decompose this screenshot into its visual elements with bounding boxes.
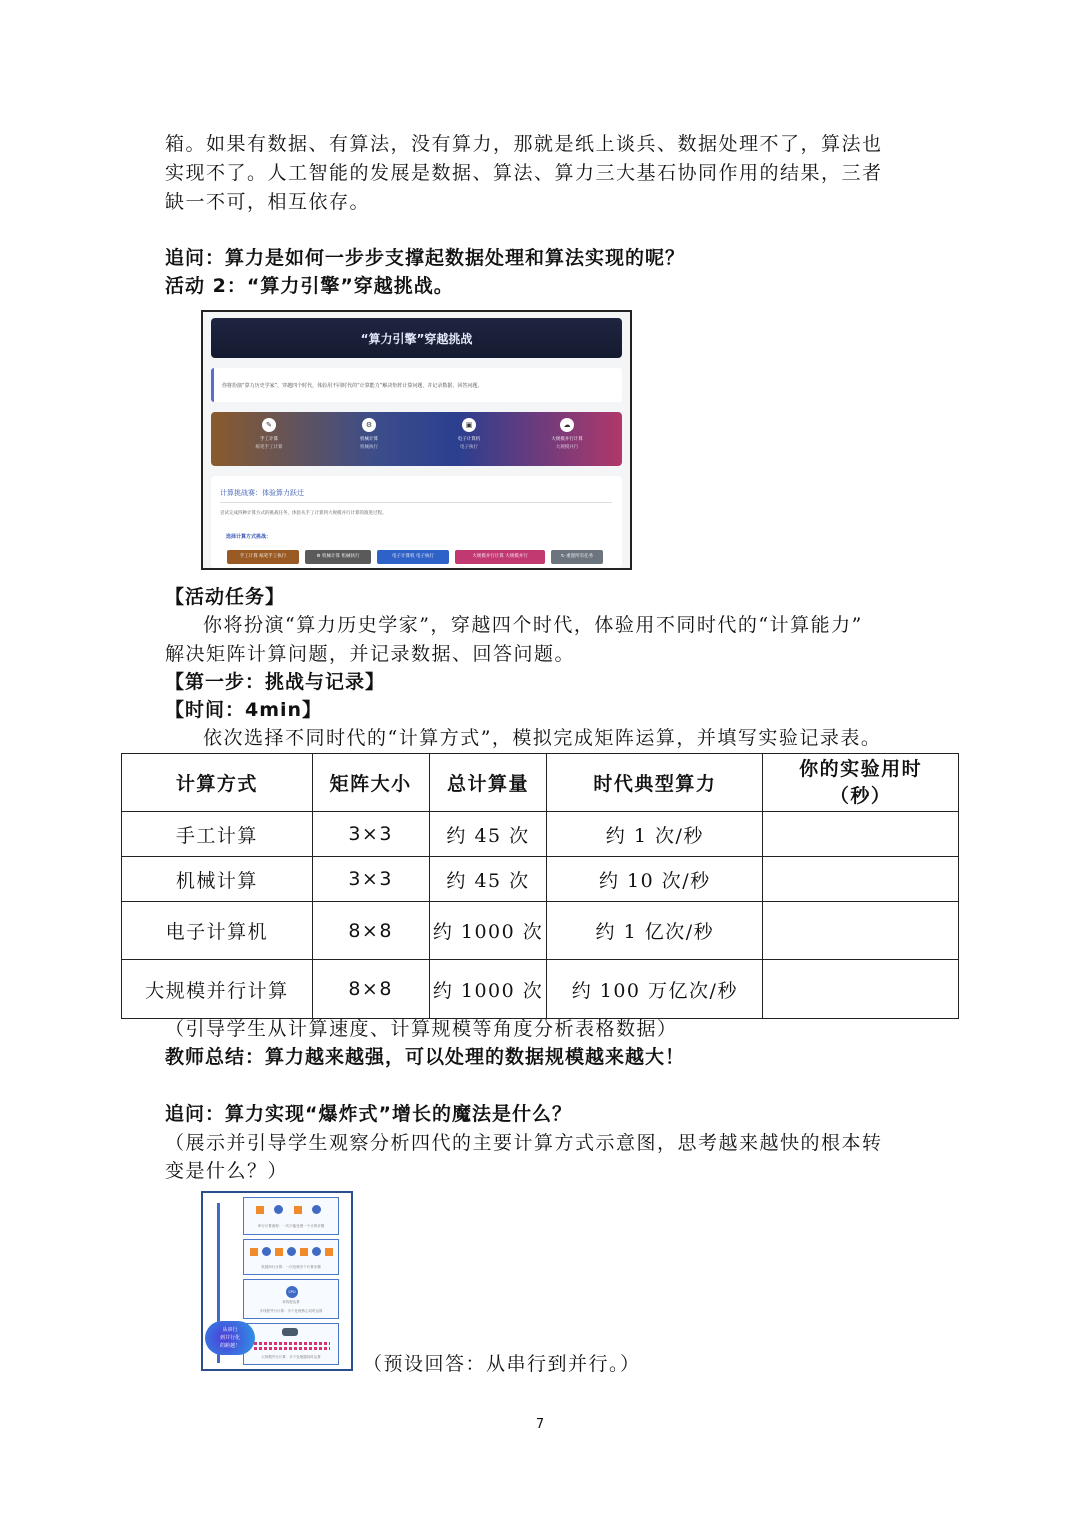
- cell: 约 45 次: [429, 857, 547, 902]
- era-name: 手工计算: [260, 437, 278, 442]
- hand-calc-button[interactable]: 手工计算 纸笔手工执行: [227, 550, 299, 564]
- cell: 约 10 次/秒: [547, 857, 763, 902]
- cell: 约 45 次: [429, 812, 547, 857]
- time-entry-cell[interactable]: [763, 960, 959, 1019]
- page-number: 7: [535, 1417, 545, 1432]
- challenge-header: “算力引擎”穿越挑战: [211, 318, 622, 358]
- era-parallel[interactable]: [537, 418, 597, 450]
- parallel-dots: [254, 1342, 330, 1345]
- intro-line-3: 缺一不可，相互依存。: [165, 191, 371, 213]
- panel-divider: [220, 502, 612, 503]
- serial-box: [243, 1197, 339, 1235]
- cpu-box: [243, 1279, 339, 1319]
- header-cell: [763, 754, 959, 812]
- table-row: [122, 812, 959, 857]
- task-line-2: 解决矩阵计算问题，并记录数据、回答问题。: [165, 643, 576, 665]
- intro-line-1: 箱。如果有数据、有算法，没有算力，那就是纸上谈兵、数据处理不了，算法也: [165, 133, 883, 155]
- table-row: [122, 960, 959, 1019]
- computing-modes-diagram: [201, 1191, 353, 1371]
- pencil-icon: ✎: [262, 418, 276, 432]
- era-mechanical[interactable]: [339, 418, 399, 450]
- cell: 大规模并行计算: [122, 960, 313, 1019]
- caption: 大规模并行计算：多个处理器同时运算: [261, 1355, 321, 1359]
- time-entry-cell[interactable]: [763, 902, 959, 960]
- era-sub: 电子执行: [460, 445, 478, 450]
- mechanical-box: [243, 1239, 339, 1275]
- header-text: 你的实验用时: [799, 757, 923, 780]
- header-text: （秒）: [829, 784, 892, 807]
- question-1: 追问：算力是如何一步步支撑起数据处理和算法实现的呢？: [165, 247, 686, 269]
- era-hand[interactable]: [239, 418, 299, 450]
- pick-label: 选择计算方式挑战：: [226, 534, 272, 540]
- gear-icon: ⚙: [362, 418, 376, 432]
- era-electronic[interactable]: [439, 418, 499, 450]
- cell: 3×3: [312, 812, 429, 857]
- era-name: 大规模并行计算: [551, 437, 583, 442]
- server-icon: [282, 1328, 298, 1336]
- activity-2-title: 活动 2：“算力引擎”穿越挑战。: [165, 275, 454, 297]
- step-1-heading: 【第一步：挑战与记录】: [165, 671, 386, 693]
- caption: 多线程并行计算：多个处理核心同时运算: [259, 1309, 323, 1313]
- cell: 8×8: [312, 960, 429, 1019]
- cell: 电子计算机: [122, 902, 313, 960]
- computer-icon: ▣: [462, 418, 476, 432]
- time-entry-cell[interactable]: [763, 812, 959, 857]
- cpu-icon: CPU: [286, 1286, 298, 1298]
- header-cell: 时代典型算力: [547, 754, 763, 812]
- header-cell: 矩阵大小: [312, 754, 429, 812]
- show-line-1: （展示并引导学生观察分析四代的主要计算方式示意图，思考越来越快的根本转: [165, 1132, 883, 1154]
- challenge-panel: [211, 476, 622, 568]
- parallel-box: [243, 1323, 339, 1365]
- table-row: [122, 857, 959, 902]
- cloud-text: 的跨越！: [219, 1343, 240, 1349]
- parallel-dots: [254, 1347, 330, 1350]
- caption: 单线程运算: [282, 1300, 300, 1304]
- cell: 手工计算: [122, 812, 313, 857]
- table-row: [122, 902, 959, 960]
- cell: 3×3: [312, 857, 429, 902]
- cloud-text: 从串行: [222, 1327, 238, 1333]
- leap-cloud: [205, 1321, 255, 1355]
- cloud-icon: ☁: [560, 418, 574, 432]
- task-heading: 【活动任务】: [165, 586, 286, 608]
- cell: 约 1 亿次/秒: [547, 902, 763, 960]
- header-cell: 总计算量: [429, 754, 547, 812]
- caption: 机械串行计算：一次处理多个计算步骤: [261, 1265, 321, 1269]
- caption: 串行计算流程：一次只能处理一个计算步骤: [257, 1224, 325, 1228]
- time-heading: 【时间：4min】: [165, 699, 323, 721]
- teacher-summary: 教师总结：算力越来越强，可以处理的数据规模越来越大！: [165, 1046, 686, 1068]
- cell: 8×8: [312, 902, 429, 960]
- panel-desc: 尝试完成四种计算方式的挑战任务，体验从手工计算到大规模并行计算的演进过程。: [220, 511, 387, 516]
- cell: 约 100 万亿次/秒: [547, 960, 763, 1019]
- guide-note: （引导学生从计算速度、计算规模等角度分析表格数据）: [165, 1018, 678, 1040]
- question-2: 追问：算力实现“爆炸式”增长的魔法是什么？: [165, 1103, 572, 1125]
- panel-title: 计算挑战赛：体验算力跃迁: [220, 489, 304, 497]
- instruction: 依次选择不同时代的“计算方式”，模拟完成矩阵运算，并填写实验记录表。: [203, 727, 882, 749]
- era-name: 机械计算: [360, 437, 378, 442]
- parallel-calc-button[interactable]: 大规模并行计算 大规模并行: [455, 550, 545, 564]
- cell: 约 1000 次: [429, 902, 547, 960]
- mechanical-calc-button[interactable]: ⚙ 机械计算 机械执行: [305, 550, 371, 564]
- intro-line-2: 实现不了。人工智能的发展是数据、算法、算力三大基石协同作用的结果，三者: [165, 162, 883, 184]
- cell: 机械计算: [122, 857, 313, 902]
- cell: 约 1000 次: [429, 960, 547, 1019]
- preset-answer: （预设回答：从串行到并行。）: [363, 1353, 641, 1375]
- era-name: 电子计算机: [457, 437, 481, 442]
- challenge-intro: 你将扮演“算力历史学家”，穿越四个时代，体验用不同时代的“计算能力”解决矩阵计算问题，并记录数据、回答问题。: [211, 368, 622, 402]
- task-line-1: 你将扮演“算力历史学家”，穿越四个时代，体验用不同时代的“计算能力”: [203, 614, 863, 636]
- show-line-2: 变是什么？）: [165, 1160, 289, 1182]
- table-header-row: [122, 754, 959, 812]
- record-table: [121, 753, 959, 1019]
- cell: 约 1 次/秒: [547, 812, 763, 857]
- challenge-screenshot: [201, 310, 632, 570]
- electronic-calc-button[interactable]: 电子计算机 电子执行: [377, 550, 449, 564]
- header-cell: 计算方式: [122, 754, 313, 812]
- time-entry-cell[interactable]: [763, 857, 959, 902]
- era-sub: 纸笔手工计算: [255, 445, 283, 450]
- era-strip: [211, 412, 622, 466]
- cloud-text: 到并行化: [219, 1335, 240, 1341]
- reset-button[interactable]: ↻ 重置所有任务: [551, 550, 603, 564]
- era-sub: 大规模并行: [555, 445, 579, 450]
- era-sub: 机械执行: [360, 445, 378, 450]
